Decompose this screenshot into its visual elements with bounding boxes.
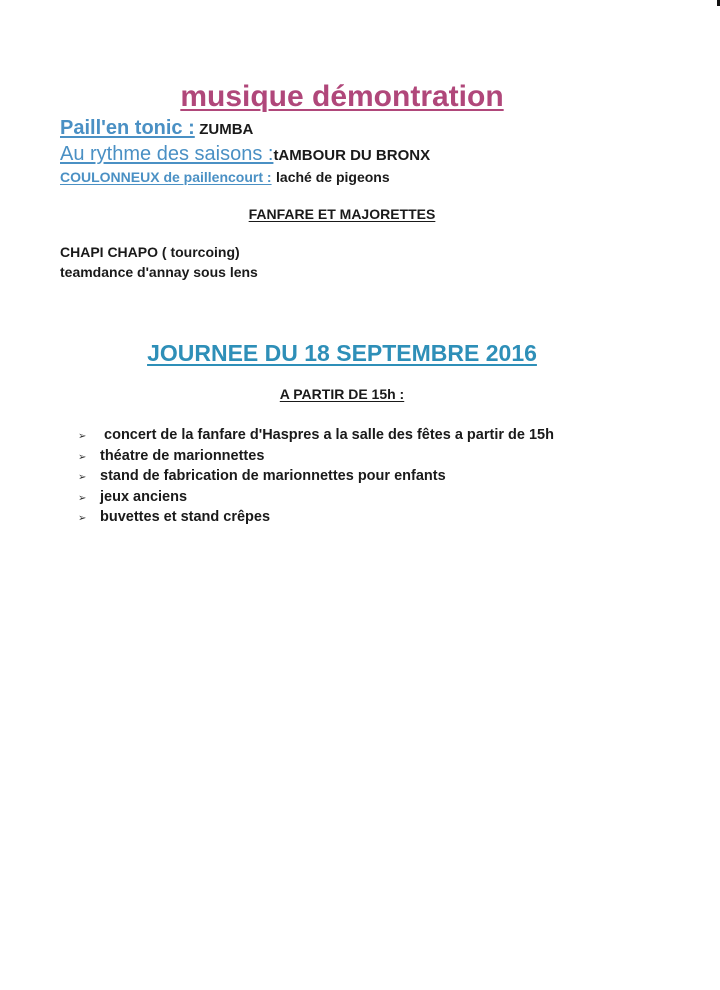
arrow-bullet-icon: ➢ bbox=[78, 431, 87, 442]
performer-act: tAMBOUR DU BRONX bbox=[273, 147, 431, 164]
activity-text: concert de la fanfare d'Haspres a la salle des fêtes a partir de 15h bbox=[100, 427, 554, 443]
start-time-heading: A PARTIR DE 15h : bbox=[279, 386, 405, 402]
performer-act: laché de pigeons bbox=[276, 169, 390, 185]
performer-group: Paill'en tonic : bbox=[60, 117, 195, 139]
list-item bbox=[78, 446, 554, 467]
performer-group: Au rythme des saisons : bbox=[60, 143, 274, 165]
activity-text: stand de fabrication de marionnettes pour enfants bbox=[100, 468, 446, 484]
arrow-bullet-icon: ➢ bbox=[78, 492, 87, 504]
activity-text: jeux anciens bbox=[100, 488, 188, 505]
page-title: musique démontration bbox=[180, 80, 504, 113]
list-item bbox=[78, 466, 554, 487]
arrow-bullet-icon: ➢ bbox=[78, 472, 87, 483]
performer-group: COULONNEUX de paillencourt : bbox=[60, 169, 272, 185]
list-item bbox=[78, 425, 554, 446]
group-line-2: teamdance d'annay sous lens bbox=[60, 264, 258, 280]
group-line-1: CHAPI CHAPO ( tourcoing) bbox=[60, 244, 240, 260]
performer-line-1 bbox=[60, 117, 253, 140]
fanfare-heading: FANFARE ET MAJORETTES bbox=[248, 206, 436, 222]
list-item bbox=[78, 507, 554, 528]
arrow-bullet-icon: ➢ bbox=[78, 451, 87, 463]
activity-text: buvettes et stand crêpes bbox=[100, 509, 271, 525]
day-heading: JOURNEE DU 18 SEPTEMBRE 2016 bbox=[147, 340, 537, 366]
list-item bbox=[78, 487, 554, 508]
performer-line-2 bbox=[60, 143, 430, 166]
performer-line-3 bbox=[60, 169, 390, 187]
performer-act: ZUMBA bbox=[199, 121, 254, 138]
activity-list bbox=[78, 425, 554, 528]
arrow-bullet-icon: ➢ bbox=[78, 513, 87, 524]
activity-text: théatre de marionnettes bbox=[100, 447, 265, 464]
